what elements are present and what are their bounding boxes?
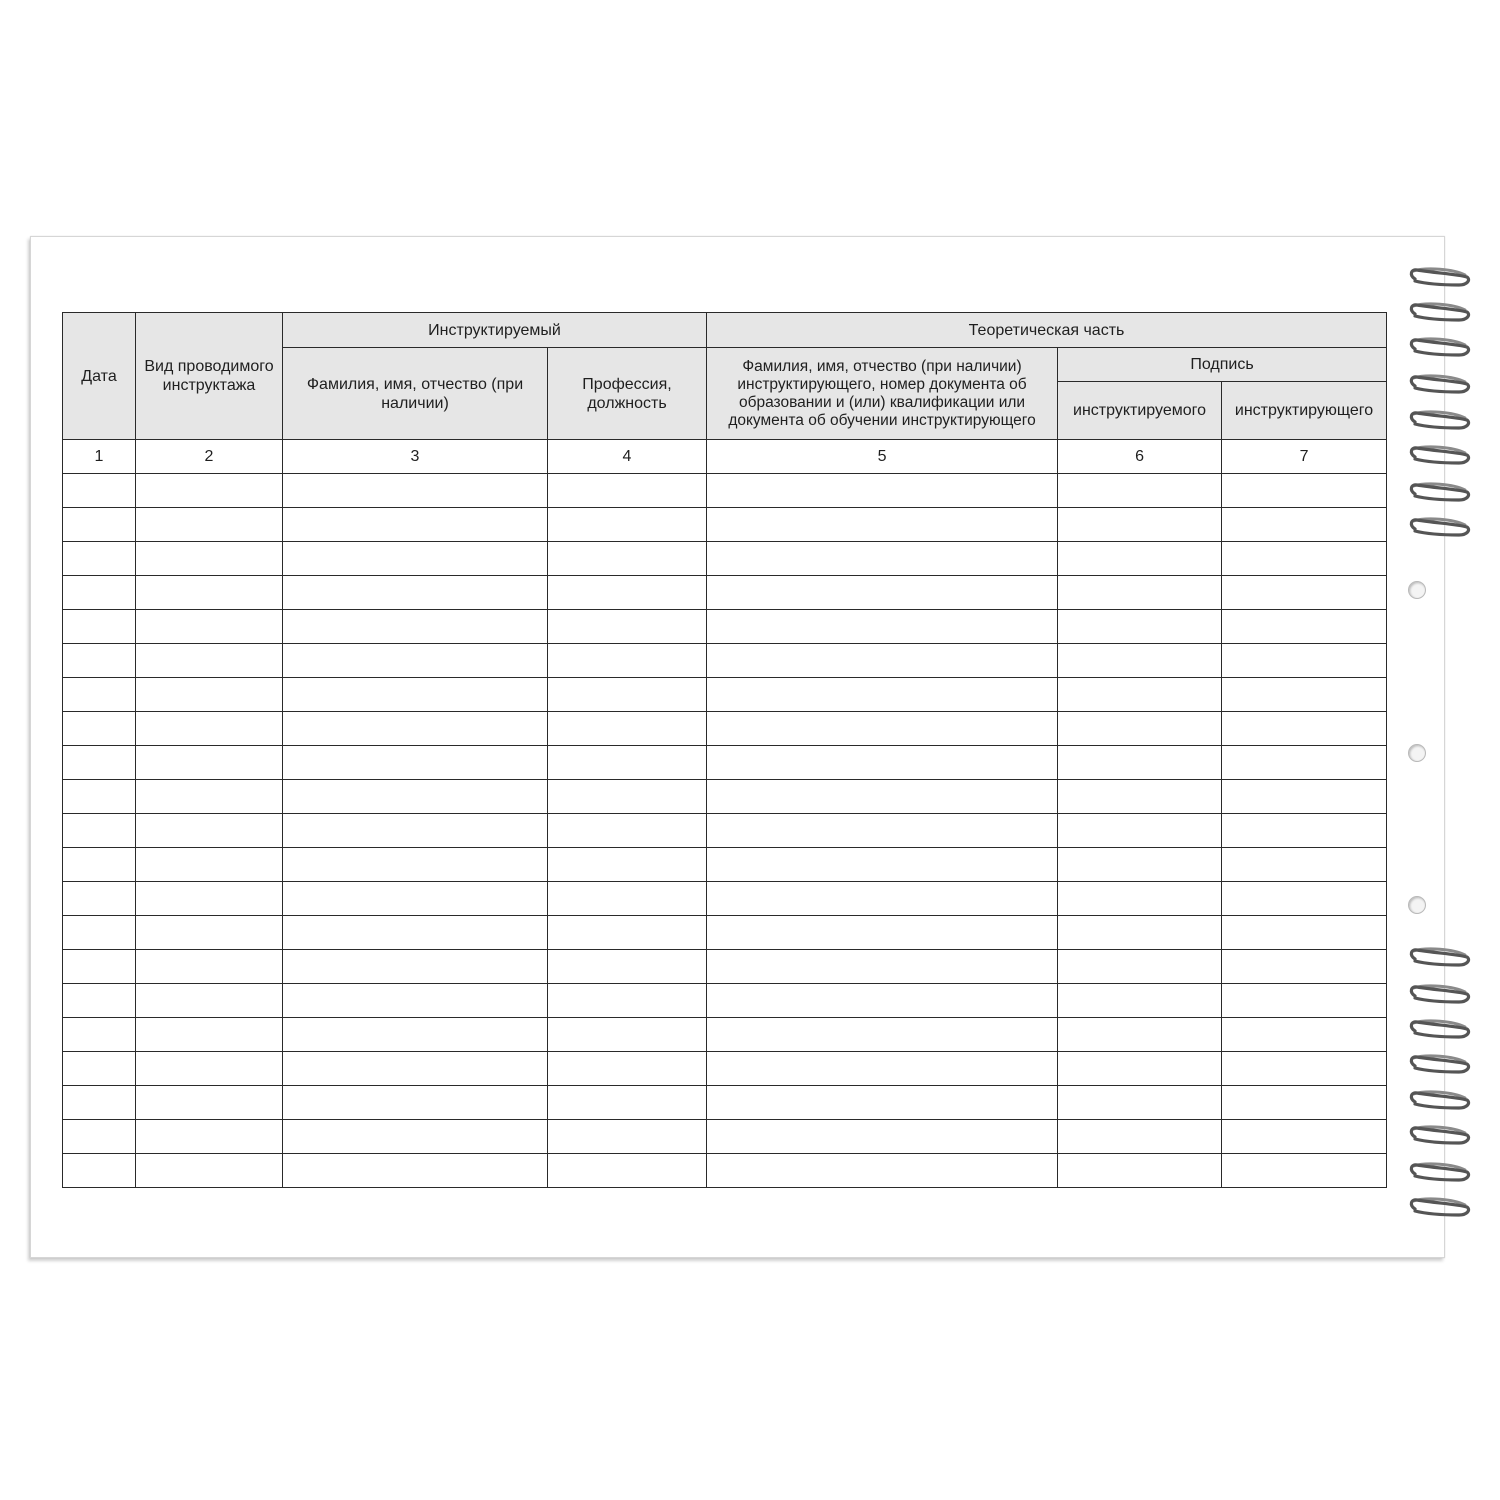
table-cell[interactable] (1222, 882, 1387, 916)
table-cell[interactable] (707, 1154, 1058, 1188)
table-row (63, 1052, 1387, 1086)
table-cell[interactable] (283, 1154, 548, 1188)
table-cell[interactable] (283, 916, 548, 950)
table-cell[interactable] (63, 916, 136, 950)
binding-coil-icon (1407, 480, 1471, 506)
table-row (63, 814, 1387, 848)
table-cell[interactable] (707, 1052, 1058, 1086)
table-cell[interactable] (707, 882, 1058, 916)
binding-coil-icon (1407, 372, 1471, 398)
table-cell[interactable] (1058, 474, 1222, 508)
column-number: 5 (707, 440, 1058, 474)
table-cell[interactable] (548, 1052, 707, 1086)
table-cell[interactable] (1222, 610, 1387, 644)
table-cell[interactable] (1058, 1120, 1222, 1154)
table-cell[interactable] (63, 678, 136, 712)
table-cell[interactable] (1222, 814, 1387, 848)
table-cell[interactable] (136, 882, 283, 916)
table-cell[interactable] (283, 644, 548, 678)
table-cell[interactable] (136, 678, 283, 712)
header-instructed-position: Профессия, должность (548, 348, 707, 440)
table-cell[interactable] (1222, 644, 1387, 678)
table-cell[interactable] (1058, 814, 1222, 848)
table-cell[interactable] (1222, 1086, 1387, 1120)
table-cell[interactable] (283, 576, 548, 610)
table-cell[interactable] (1058, 848, 1222, 882)
table-cell[interactable] (548, 1018, 707, 1052)
table-cell[interactable] (548, 1154, 707, 1188)
table-row (63, 916, 1387, 950)
table-cell[interactable] (136, 644, 283, 678)
table-cell[interactable] (548, 916, 707, 950)
table-cell[interactable] (63, 984, 136, 1018)
table-cell[interactable] (707, 542, 1058, 576)
table-cell[interactable] (283, 746, 548, 780)
table-cell[interactable] (1058, 780, 1222, 814)
binding-coil-icon (1407, 408, 1471, 434)
table-cell[interactable] (707, 712, 1058, 746)
table-cell[interactable] (63, 780, 136, 814)
punch-hole-icon (1408, 896, 1426, 914)
table-row (63, 1120, 1387, 1154)
table-cell[interactable] (707, 950, 1058, 984)
table-cell[interactable] (63, 644, 136, 678)
binding-coil-icon (1407, 515, 1471, 541)
table-cell[interactable] (1058, 644, 1222, 678)
table-cell[interactable] (63, 474, 136, 508)
table-cell[interactable] (136, 814, 283, 848)
table-cell[interactable] (283, 610, 548, 644)
table-cell[interactable] (63, 610, 136, 644)
table-cell[interactable] (1222, 1018, 1387, 1052)
table-cell[interactable] (707, 1120, 1058, 1154)
table-cell[interactable] (136, 1154, 283, 1188)
table-cell[interactable] (63, 950, 136, 984)
table-row (63, 644, 1387, 678)
header-instructor-details: Фамилия, имя, отчество (при наличии) инструктирующего, номер документа об образовании и (или) квалификации или документа об обучении инструктирующего (707, 348, 1058, 440)
table-cell[interactable] (136, 950, 283, 984)
table-cell[interactable] (548, 610, 707, 644)
table-cell[interactable] (283, 1018, 548, 1052)
table-cell[interactable] (1222, 1154, 1387, 1188)
table-cell[interactable] (1058, 882, 1222, 916)
table-cell[interactable] (548, 1120, 707, 1154)
table-cell[interactable] (1222, 712, 1387, 746)
header-signature-instructed: инструктируемого (1058, 382, 1222, 440)
header-instructed-group: Инструктируемый (283, 313, 707, 348)
table-cell[interactable] (136, 712, 283, 746)
table-cell[interactable] (548, 814, 707, 848)
table-cell[interactable] (548, 780, 707, 814)
journal-page (30, 236, 1445, 1258)
table-cell[interactable] (136, 780, 283, 814)
table-cell[interactable] (1058, 542, 1222, 576)
table-cell[interactable] (1222, 678, 1387, 712)
table-cell[interactable] (136, 916, 283, 950)
binding-coil-icon (1407, 1017, 1471, 1043)
table-cell[interactable] (283, 508, 548, 542)
table-cell[interactable] (548, 678, 707, 712)
table-cell[interactable] (1222, 1052, 1387, 1086)
header-theory-group: Теоретическая часть (707, 313, 1387, 348)
table-cell[interactable] (707, 1086, 1058, 1120)
table-row (63, 474, 1387, 508)
table-cell[interactable] (1222, 780, 1387, 814)
binding-coil-icon (1407, 443, 1471, 469)
table-cell[interactable] (136, 1018, 283, 1052)
table-cell[interactable] (548, 848, 707, 882)
table-cell[interactable] (283, 780, 548, 814)
table-cell[interactable] (136, 576, 283, 610)
table-row (63, 508, 1387, 542)
table-cell[interactable] (136, 474, 283, 508)
binding-coil-icon (1407, 1195, 1471, 1221)
table-cell[interactable] (1058, 1052, 1222, 1086)
column-number: 3 (283, 440, 548, 474)
table-cell[interactable] (1222, 950, 1387, 984)
table-cell[interactable] (136, 508, 283, 542)
table-cell[interactable] (707, 814, 1058, 848)
table-cell[interactable] (283, 678, 548, 712)
table-row (63, 984, 1387, 1018)
table-cell[interactable] (707, 746, 1058, 780)
table-cell[interactable] (548, 882, 707, 916)
column-number: 1 (63, 440, 136, 474)
punch-hole-icon (1408, 581, 1426, 599)
table-cell[interactable] (548, 1086, 707, 1120)
binding-coil-icon (1407, 982, 1471, 1008)
table-cell[interactable] (63, 1086, 136, 1120)
table-cell[interactable] (63, 882, 136, 916)
punch-hole-icon (1408, 744, 1426, 762)
table-cell[interactable] (1058, 576, 1222, 610)
table-cell[interactable] (63, 1018, 136, 1052)
table-cell[interactable] (1222, 746, 1387, 780)
table-row (63, 950, 1387, 984)
table-row (63, 576, 1387, 610)
header-date: Дата (63, 313, 136, 440)
header-instructed-name: Фамилия, имя, отчество (при наличии) (283, 348, 548, 440)
table-cell[interactable] (136, 1120, 283, 1154)
table-cell[interactable] (1222, 576, 1387, 610)
table-cell[interactable] (707, 644, 1058, 678)
binding-coil-icon (1407, 1088, 1471, 1114)
table-cell[interactable] (1222, 984, 1387, 1018)
table-cell[interactable] (1058, 1086, 1222, 1120)
table-cell[interactable] (707, 610, 1058, 644)
table-cell[interactable] (707, 848, 1058, 882)
table-cell[interactable] (1058, 712, 1222, 746)
table-cell[interactable] (707, 780, 1058, 814)
table-row (63, 542, 1387, 576)
table-cell[interactable] (63, 746, 136, 780)
table-cell[interactable] (548, 950, 707, 984)
table-cell[interactable] (63, 1154, 136, 1188)
table-cell[interactable] (1058, 1154, 1222, 1188)
table-cell[interactable] (63, 848, 136, 882)
table-cell[interactable] (136, 1086, 283, 1120)
table-cell[interactable] (1058, 916, 1222, 950)
column-number: 4 (548, 440, 707, 474)
table-cell[interactable] (63, 1120, 136, 1154)
column-number: 2 (136, 440, 283, 474)
table-cell[interactable] (548, 576, 707, 610)
table-row (63, 882, 1387, 916)
table-cell[interactable] (1058, 610, 1222, 644)
table-cell[interactable] (548, 644, 707, 678)
table-cell[interactable] (1222, 508, 1387, 542)
table-cell[interactable] (707, 508, 1058, 542)
table-cell[interactable] (548, 712, 707, 746)
table-cell[interactable] (63, 712, 136, 746)
table-cell[interactable] (283, 542, 548, 576)
table-body (63, 440, 1387, 1188)
table-row (63, 1018, 1387, 1052)
table-cell[interactable] (1058, 678, 1222, 712)
table-cell[interactable] (548, 474, 707, 508)
table-cell[interactable] (548, 508, 707, 542)
table-cell[interactable] (283, 474, 548, 508)
table-cell[interactable] (136, 848, 283, 882)
table-cell[interactable] (548, 746, 707, 780)
table-cell[interactable] (63, 1052, 136, 1086)
table-cell[interactable] (1058, 1018, 1222, 1052)
table-row (63, 1154, 1387, 1188)
table-row (63, 848, 1387, 882)
table-cell[interactable] (1222, 1120, 1387, 1154)
binding-coil-icon (1407, 300, 1471, 326)
table-cell[interactable] (283, 814, 548, 848)
table-cell[interactable] (283, 882, 548, 916)
binding-coil-icon (1407, 1052, 1471, 1078)
table-cell[interactable] (136, 746, 283, 780)
header-signature-instructor: инструктирующего (1222, 382, 1387, 440)
table-cell[interactable] (707, 474, 1058, 508)
table-cell[interactable] (707, 1018, 1058, 1052)
table-cell[interactable] (136, 984, 283, 1018)
table-row (63, 678, 1387, 712)
table-row (63, 1086, 1387, 1120)
table-cell[interactable] (283, 950, 548, 984)
table-cell[interactable] (548, 984, 707, 1018)
table-cell[interactable] (1058, 746, 1222, 780)
table-cell[interactable] (283, 984, 548, 1018)
table-row (63, 610, 1387, 644)
table-cell[interactable] (283, 1086, 548, 1120)
table-cell[interactable] (283, 848, 548, 882)
table-cell[interactable] (707, 576, 1058, 610)
binding-coil-icon (1407, 265, 1471, 291)
table-cell[interactable] (1222, 916, 1387, 950)
column-number: 6 (1058, 440, 1222, 474)
table-row (63, 780, 1387, 814)
header-signature-group: Подпись (1058, 348, 1387, 382)
table-cell[interactable] (283, 1120, 548, 1154)
column-number-row (63, 440, 1387, 474)
binding-coil-icon (1407, 1123, 1471, 1149)
table-cell[interactable] (707, 984, 1058, 1018)
table-row (63, 712, 1387, 746)
table-cell[interactable] (283, 712, 548, 746)
column-number: 7 (1222, 440, 1387, 474)
table-cell[interactable] (1058, 950, 1222, 984)
header-instruction-type: Вид проводимого инструктажа (136, 313, 283, 440)
table-cell[interactable] (136, 610, 283, 644)
table-cell[interactable] (63, 542, 136, 576)
table-cell[interactable] (63, 576, 136, 610)
table-cell[interactable] (1222, 474, 1387, 508)
table-cell[interactable] (1058, 984, 1222, 1018)
table-row (63, 746, 1387, 780)
table-cell[interactable] (707, 678, 1058, 712)
table-cell[interactable] (1222, 848, 1387, 882)
table-cell[interactable] (548, 542, 707, 576)
binding-coil-icon (1407, 1160, 1471, 1186)
table-cell[interactable] (63, 508, 136, 542)
table-cell[interactable] (136, 542, 283, 576)
table-cell[interactable] (136, 1052, 283, 1086)
briefing-log-table (62, 312, 1387, 1188)
table-cell[interactable] (1058, 508, 1222, 542)
table-cell[interactable] (63, 814, 136, 848)
table-cell[interactable] (707, 916, 1058, 950)
table-cell[interactable] (1222, 542, 1387, 576)
table-cell[interactable] (283, 1052, 548, 1086)
binding-coil-icon (1407, 335, 1471, 361)
binding-coil-icon (1407, 945, 1471, 971)
